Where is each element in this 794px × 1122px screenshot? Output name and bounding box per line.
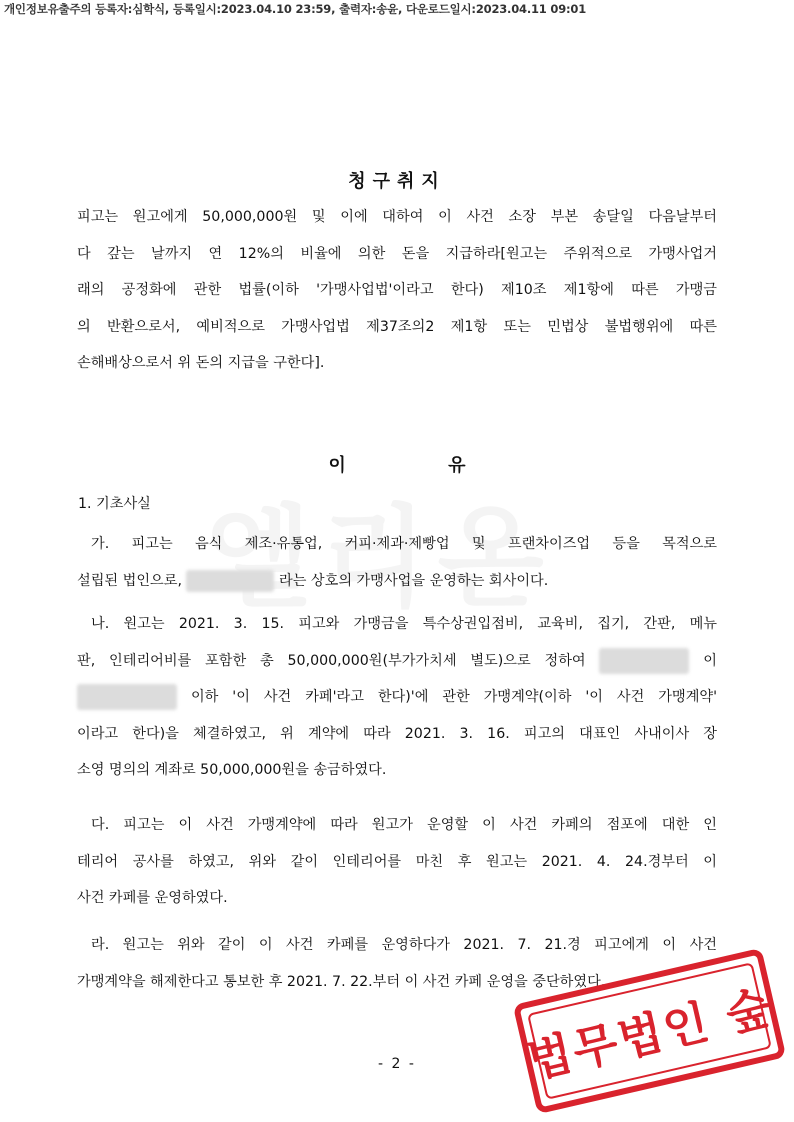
paragraph-na-line (77, 643, 717, 680)
paragraph-da-line: 테리어 공사를 하였고, 위와 같이 인테리어를 마친 후 원고는 2021. 4. 24.경부터 이 (77, 853, 717, 870)
paragraph-na (77, 606, 717, 789)
basic-facts-heading (78, 486, 718, 523)
claim-line: 다 갚는 날까지 연 12%의 비율에 의한 돈을 지급하라[원고는 주위적으로 가맹사업거 (77, 245, 717, 262)
claim-line: 피고는 원고에게 50,000,000원 및 이에 대하여 이 사건 소장 부본 송달일 다음날부터 (77, 209, 717, 225)
paragraph-ga-line: 가. 피고는 음식 제조·유통업, 커피·제과·제빵업 및 프랜차이즈업 등을 목적으로 (91, 536, 717, 552)
claim-paragraph (77, 199, 717, 382)
paragraph-na-line: 소영 명의의 계좌로 50,000,000원을 송금하였다. (77, 762, 387, 779)
paragraph-na-text: 이 (703, 652, 718, 669)
paragraph-ga-text: 라는 상호의 가맹사업을 운영하는 회사이다. (279, 572, 549, 589)
document-header-note: 개인정보유출주의 등록자:심학식, 등록일시:2023.04.10 23:59, 출력자:송윤, 다운로드일시:2023.04.11 09:01 (4, 2, 586, 16)
claim-line: 손해배상으로서 위 돈의 지급을 구한다]. (77, 355, 325, 372)
paragraph-na-text: 판, 인테리어비를 포함한 총 50,000,000원(부가가치세 별도)으로 정하여 (77, 652, 586, 669)
claim-line: 의 반환으로서, 예비적으로 가맹사업법 제37조의2 제1항 또는 민법상 불법행위에 따른 (77, 318, 717, 335)
claim-line: 래의 공정화에 관한 법률(이하 '가맹사업법'이라고 한다) 제10조 제1항에 따른 가맹금 (77, 282, 717, 299)
claim-section-title: 청구취지 (348, 171, 446, 192)
paragraph-da-line: 다. 피고는 이 사건 가맹계약에 따라 원고가 운영할 이 사건 카페의 점포에 대한 인 (91, 817, 717, 833)
paragraph-da (77, 807, 717, 917)
page-number: - 2 - (378, 1056, 416, 1072)
redacted-block (186, 570, 274, 592)
paragraph-ga (77, 526, 717, 599)
redacted-block (77, 684, 177, 710)
redacted-block (599, 648, 689, 674)
paragraph-da-line: 사건 카페를 운영하였다. (77, 890, 228, 907)
paragraph-ra-line: 라. 원고는 위와 같이 이 사건 카페를 운영하다가 2021. 7. 21.경 피고에게 이 사건 (91, 937, 717, 953)
basic-facts-heading-text: 1. 기초사실 (78, 496, 151, 512)
paragraph-ga-text: 설립된 법인으로, (77, 572, 182, 589)
paragraph-ra-line: 가맹계약을 해제한다고 통보한 후 2021. 7. 22.부터 이 사건 카페 운영을 중단하였다. (77, 973, 606, 990)
paragraph-na-line: 이라고 한다)을 체결하였고, 위 계약에 따라 2021. 3. 16. 피고의 대표인 사내이사 장 (77, 725, 717, 742)
stamp-text: 법무법인 숲 (522, 979, 779, 1089)
paragraph-na-text: 이하 '이 사건 카페'라고 한다)'에 관한 가맹계약(이하 '이 사건 가맹계약' (190, 689, 718, 706)
paragraph-na-line: 나. 원고는 2021. 3. 15. 피고와 가맹금을 특수상권입점비, 교육비, 집기, 간판, 메뉴 (91, 616, 717, 632)
paragraph-na-line (77, 679, 717, 716)
reason-section-title: 이 유 (328, 455, 514, 476)
paragraph-ga-line (77, 563, 717, 600)
